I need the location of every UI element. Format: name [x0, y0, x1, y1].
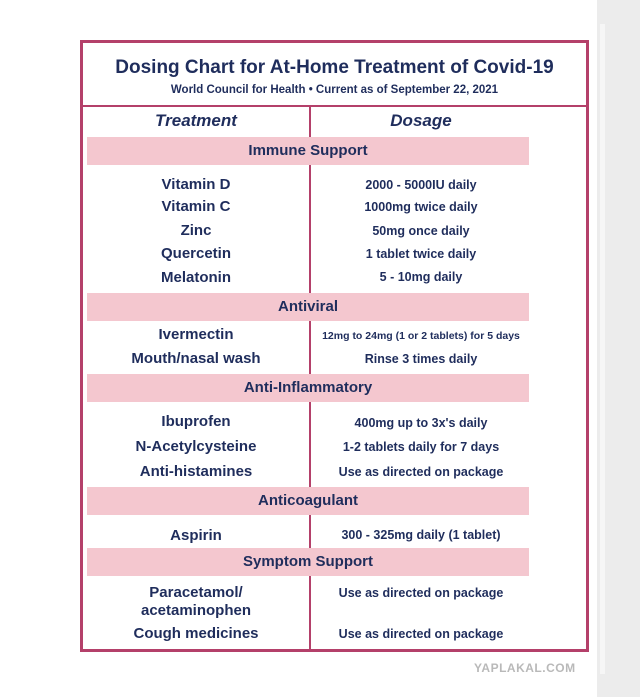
dosing-chart-card [80, 40, 589, 652]
dosage-cell: Use as directed on package [338, 465, 504, 479]
dosage-cell: Rinse 3 times daily [364, 352, 478, 366]
chart-header [83, 43, 586, 107]
watermark: YAPLAKAL.COM [474, 661, 576, 675]
dosage-cell: 5 - 10mg daily [379, 270, 463, 284]
treatment-cell: N-Acetylcysteine [135, 438, 257, 455]
treatment-cell: Paracetamol/ acetaminophen [140, 584, 252, 619]
dosage-cell: 1 tablet twice daily [365, 247, 477, 261]
dosage-cell: 1-2 tablets daily for 7 days [342, 440, 500, 454]
side-panel-inner [600, 24, 605, 674]
chart-subtitle: World Council for Health • Current as of September 22, 2021 [170, 84, 499, 96]
treatment-cell: Melatonin [161, 269, 231, 286]
treatment-cell: Quercetin [160, 245, 232, 262]
section-immune-support: Immune Support [87, 137, 529, 165]
treatment-cell: Mouth/nasal wash [131, 350, 261, 367]
column-header-dosage: Dosage [390, 111, 452, 130]
treatment-cell: Vitamin D [161, 176, 231, 193]
dosage-cell: 400mg up to 3x's daily [354, 416, 488, 430]
dosage-cell: 2000 - 5000IU daily [365, 178, 477, 192]
dosage-cell: Use as directed on package [338, 586, 504, 600]
treatment-cell: Vitamin C [161, 198, 231, 215]
treatment-cell: Anti-histamines [139, 463, 253, 480]
treatment-cell: Zinc [180, 222, 212, 239]
chart-title: Dosing Chart for At-Home Treatment of Covid-19 [115, 57, 554, 78]
section-antiviral: Antiviral [87, 293, 529, 321]
dosage-cell: 12mg to 24mg (1 or 2 tablets) for 5 days [322, 330, 520, 342]
treatment-cell: Ibuprofen [161, 413, 231, 430]
treatment-cell: Cough medicines [133, 625, 259, 642]
treatment-cell: Aspirin [170, 527, 222, 544]
dosage-cell: 50mg once daily [372, 224, 470, 238]
section-anticoagulant: Anticoagulant [87, 487, 529, 515]
dosage-cell: 300 - 325mg daily (1 tablet) [341, 528, 501, 542]
section-symptom-support: Symptom Support [87, 548, 529, 576]
treatment-cell: Ivermectin [158, 326, 234, 343]
column-header-treatment: Treatment [155, 111, 237, 130]
dosage-cell: 1000mg twice daily [364, 200, 478, 214]
section-anti-inflammatory: Anti-Inflammatory [87, 374, 529, 402]
dosage-cell: Use as directed on package [338, 627, 504, 641]
